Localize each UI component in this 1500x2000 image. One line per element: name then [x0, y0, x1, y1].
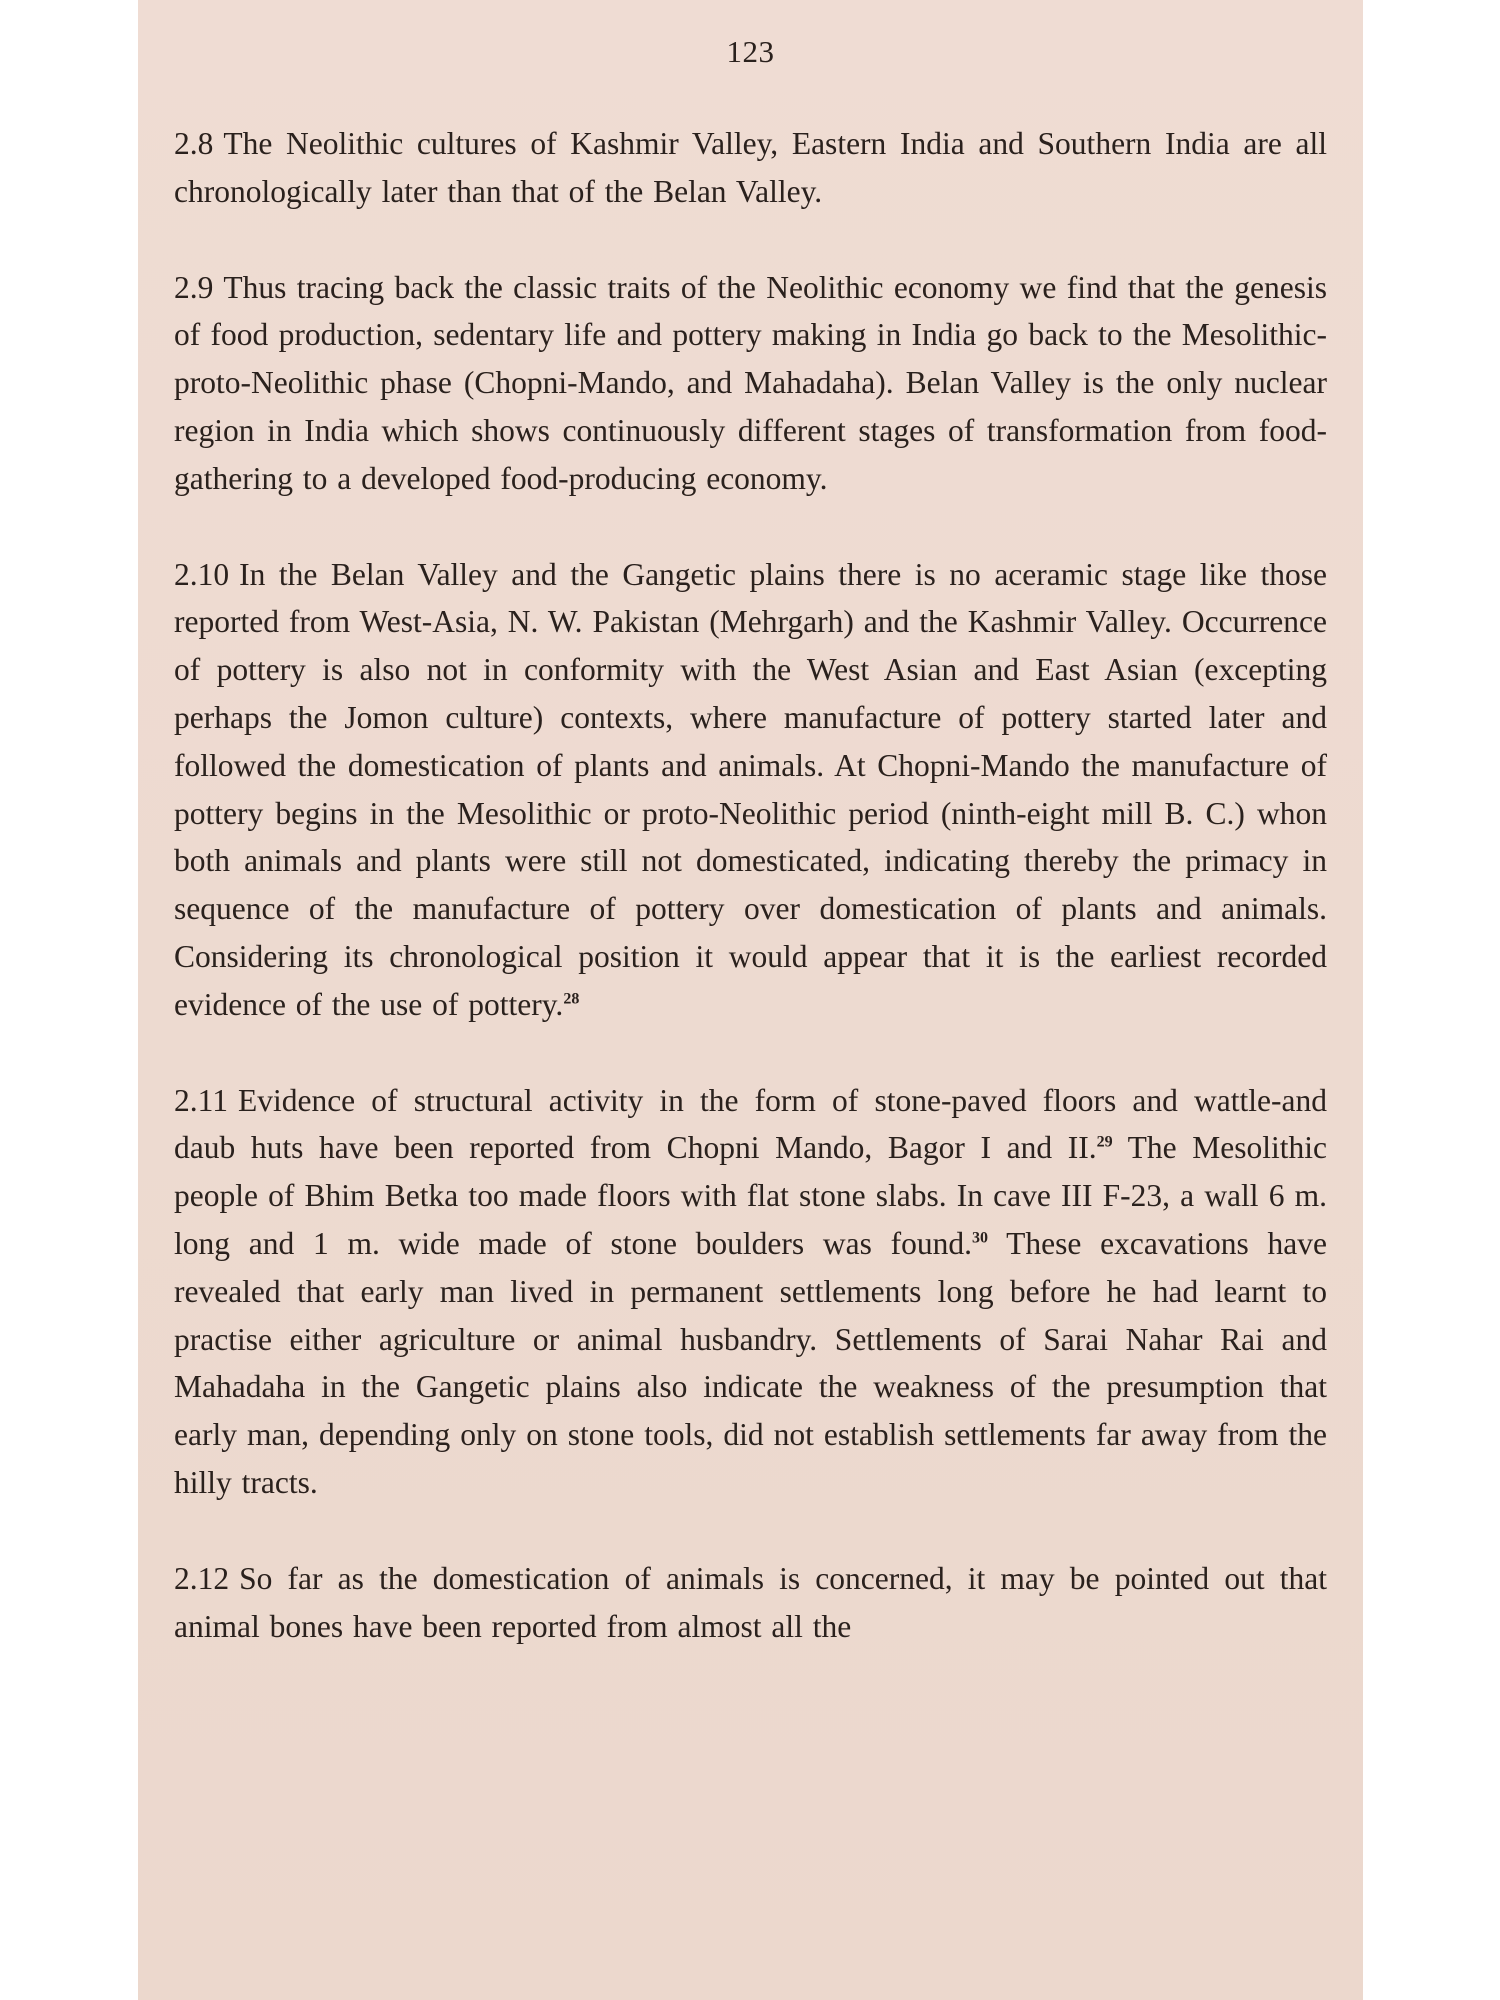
paragraph-2-8 — [174, 120, 1327, 216]
footnote-marker: 30 — [972, 1229, 988, 1247]
paragraph-text: In the Belan Valley and the Gangetic plains there is no aceramic stage like those reported from West-Asia, N. W. Pakistan (Mehrgarh) and the Kashmir Valley. Occurrence of pottery is also not in conformity with the West Asian and East Asian (excepting perhaps the Jomon culture) contexts, where manufacture of pottery started later and followed the domestication of plants and animals. At Chopni-Mando the manufacture of pottery begins in the Mesolithic or proto-Neolithic period (ninth-eight mill B. C.) whon both animals and plants were still not domesticated, indicating thereby the primacy in sequence of the manufacture of pottery over domestication of plants and animals. Considering its chronological position it would appear that it is the earliest recorded evidence of the use of pottery. — [174, 556, 1327, 1022]
paragraph-text: These excavations have revealed that early man lived in permanent settlements long before he had learnt to practise either agriculture or animal husbandry. Settlements of Sarai Nahar Rai and Mahadaha in the Gangetic plains also indicate the weakness of the presumption that early man, depending only on stone tools, did not establish settlements far away from the hilly tracts. — [174, 1225, 1328, 1500]
paragraph-2-12 — [174, 1555, 1327, 1651]
paragraph-number: 2.10 — [174, 556, 230, 592]
paragraph-text: The Neolithic cultures of Kashmir Valley, Eastern India and Southern India are all chronologically later than that of the Belan Valley. — [174, 126, 1327, 209]
paragraph-text: Evidence of structural activity in the form of stone-paved floors and wattle-and daub huts have been reported from Chopni Mando, Bagor I and II. — [174, 1082, 1327, 1166]
paragraph-2-11 — [174, 1077, 1327, 1507]
paragraph-text: Thus tracing back the classic traits of the Neolithic economy we find that the genesis of food production, sedentary life and pottery making in India go back to the Mesolithic-proto-Neolithic phase (Chopni-Mando, and Mahadaha). Belan Valley is the only nuclear region in India which shows continuously different stages of transformation from food-gathering to a developed food-producing economy. — [174, 269, 1327, 496]
page-number: 123 — [726, 34, 775, 69]
body-text — [174, 120, 1327, 1698]
paragraph-number: 2.11 — [174, 1082, 228, 1118]
footnote-marker: 28 — [563, 990, 580, 1008]
book-page — [138, 0, 1363, 2000]
paragraph-2-9 — [174, 264, 1327, 503]
paragraph-number: 2.9 — [174, 269, 214, 305]
paragraph-text: So far as the domestication of animals is concerned, it may be pointed out that animal bones have been reported from almost all the — [174, 1560, 1327, 1644]
paragraph-number: 2.8 — [174, 126, 214, 161]
footnote-marker: 29 — [1096, 1133, 1113, 1151]
paragraph-number: 2.12 — [174, 1560, 230, 1596]
paragraph-text: The Mesolithic people of Bhim Betka too made floors with flat stone slabs. In cave III F-23, a wall 6 m. long and 1 m. wide made of stone boulders was found. — [174, 1130, 1327, 1261]
paragraph-2-10 — [174, 551, 1327, 1029]
